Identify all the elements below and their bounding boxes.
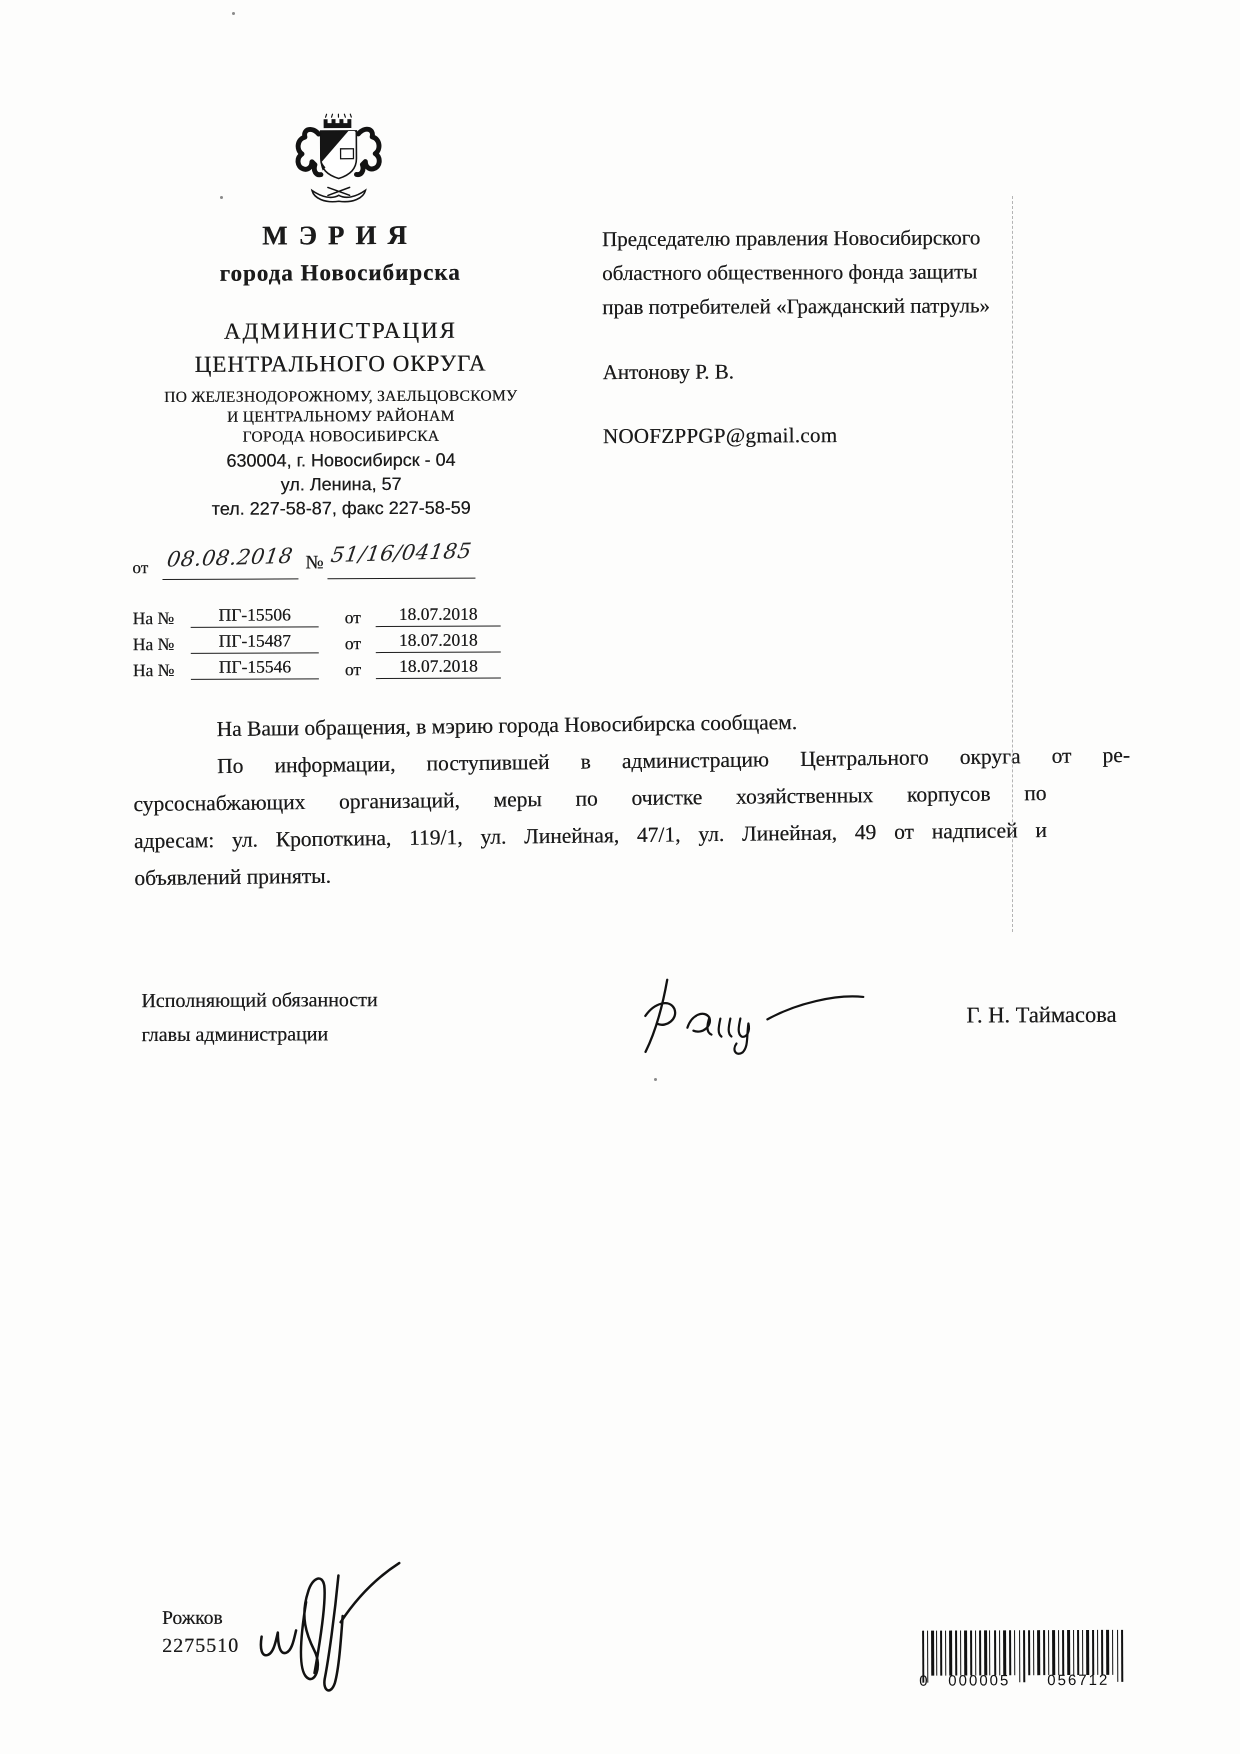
- scan-speck: [220, 196, 223, 199]
- incoming-ref-number: ПГ-15546: [191, 656, 319, 680]
- barcode-digits-group-2: 056712: [1047, 1671, 1110, 1690]
- recipient-line-2: областного общественного фонда защиты: [602, 259, 978, 286]
- signer-position-line-1: Исполняющий обязанности: [141, 989, 378, 1013]
- districts-line-2: И ЦЕНТРАЛЬНОМУ РАЙОНАМ: [226, 407, 455, 426]
- incoming-ref-date: 18.07.2018: [376, 656, 501, 680]
- org-title: МЭРИЯ: [261, 219, 418, 251]
- dept-line-2: ЦЕНТРАЛЬНОГО ОКРУГА: [194, 350, 487, 377]
- body-paragraph-1: На Ваши обращения, в мэрию города Новосибирска сообщаем.: [216, 710, 798, 742]
- body-paragraph-2-line: адресам: ул. Кропоткина, 119/1, ул. Линейная, 47/1, ул. Линейная, 49 от надписей и: [133, 817, 1047, 854]
- districts-line-3: ГОРОДА НОВОСИБИРСКА: [242, 427, 440, 446]
- incoming-ref-number: ПГ-15487: [191, 630, 319, 654]
- handwritten-number: 51/16/04185: [329, 538, 474, 568]
- outgoing-ref-prefix: от: [132, 558, 149, 578]
- body-paragraph-2-line: сурсоснабжающих организаций, меры по очистке хозяйственных корпусов по: [133, 780, 1047, 817]
- incoming-ref-label: На №: [132, 659, 175, 681]
- body-paragraph-2-line: По информации, поступившей в администрацию Центрального округа от ре-: [216, 742, 1131, 779]
- sender-postal-address: 630004, г. Новосибирск - 04: [226, 449, 456, 471]
- sender-street-address: ул. Ленина, 57: [280, 473, 402, 495]
- barcode-digit-left: 0: [919, 1672, 930, 1690]
- incoming-ref-from: от: [344, 607, 361, 628]
- outgoing-date-field: [162, 545, 298, 580]
- letter-body: [132, 701, 1131, 897]
- org-subtitle: города Новосибирска: [219, 259, 461, 286]
- barcode-digits-group-1: 000005: [948, 1672, 1011, 1690]
- incoming-ref-from: от: [344, 659, 362, 680]
- scan-speck: [654, 1078, 657, 1081]
- incoming-ref-row: [132, 655, 553, 686]
- districts-line-1: ПО ЖЕЛЕЗНОДОРОЖНОМУ, ЗАЕЛЬЦОВСКОМУ: [164, 387, 518, 406]
- executor-name: Рожков: [161, 1607, 223, 1630]
- outgoing-number-field: [327, 538, 475, 580]
- incoming-ref-number: ПГ-15506: [191, 604, 319, 628]
- novosibirsk-coat-of-arms-icon: [288, 112, 388, 206]
- recipient-name: Антонову Р. В.: [602, 359, 734, 385]
- executor-handwritten-mark: [252, 1557, 408, 1700]
- sender-phone-fax: тел. 227-58-87, факс 227-58-59: [211, 497, 471, 519]
- outgoing-number-sign: №: [305, 552, 324, 574]
- incoming-ref-from: от: [344, 633, 361, 654]
- handwritten-signature: [621, 967, 911, 1068]
- incoming-ref-date: 18.07.2018: [376, 630, 501, 654]
- handwritten-date: 08.08.2018: [165, 543, 296, 572]
- recipient-line-1: Председателю правления Новосибирского: [601, 225, 981, 252]
- incoming-ref-date: 18.07.2018: [376, 604, 501, 628]
- signer-name: Г. Н. Таймасова: [966, 1001, 1117, 1028]
- recipient-email: NOOFZPPGP@gmail.com: [602, 423, 838, 449]
- recipient-block: [602, 220, 1032, 324]
- incoming-ref-label: На №: [132, 633, 175, 655]
- dept-line-1: АДМИНИСТРАЦИЯ: [223, 317, 457, 344]
- scan-speck: [232, 12, 235, 15]
- executor-phone: 2275510: [162, 1634, 240, 1658]
- recipient-line-3: прав потребителей «Гражданский патруль»: [602, 293, 990, 320]
- body-paragraph-2-line: объявлений приняты.: [134, 863, 332, 891]
- signer-position-line-2: главы администрации: [141, 1023, 329, 1047]
- incoming-ref-label: На №: [132, 607, 175, 629]
- scan-artifact-dashed-line: [1012, 196, 1013, 932]
